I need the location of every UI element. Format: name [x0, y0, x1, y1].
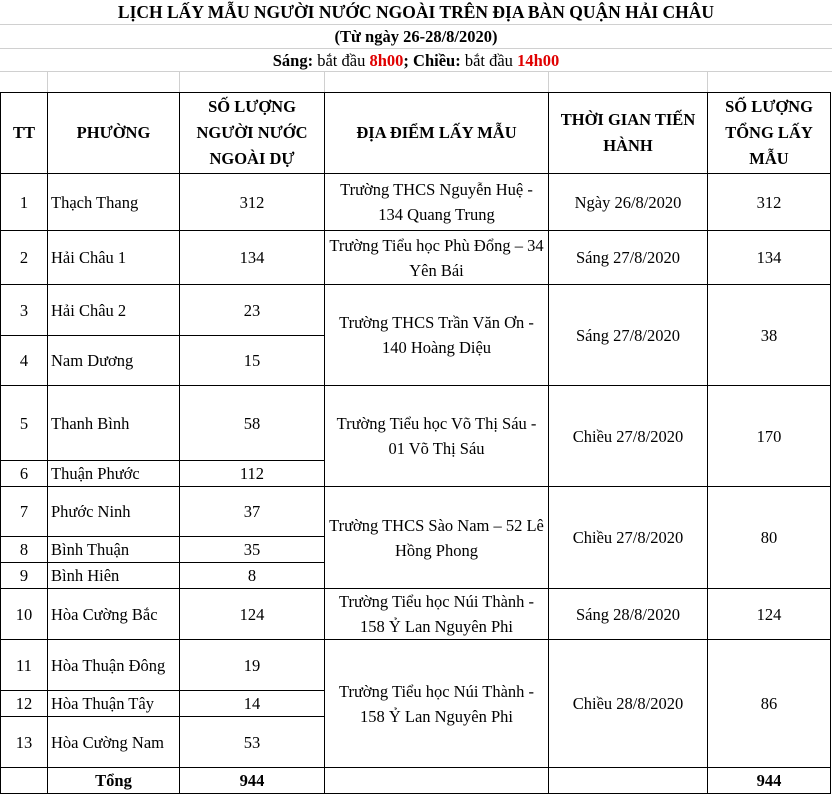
totals-time-blank — [549, 768, 708, 794]
row-number: 6 — [1, 461, 48, 487]
ward-name: Bình Hiên — [48, 563, 180, 589]
expected-count: 58 — [180, 386, 325, 461]
sampling-time: Sáng 27/8/2020 — [549, 231, 708, 285]
expected-count: 134 — [180, 231, 325, 285]
expected-count: 35 — [180, 537, 325, 563]
totals-blank — [1, 768, 48, 794]
gridline — [0, 48, 832, 49]
col-header-tt: TT — [1, 93, 48, 174]
ward-name: Hòa Cường Nam — [48, 717, 180, 768]
row-number: 2 — [1, 231, 48, 285]
sampling-location: Trường Tiểu học Núi Thành - 158 Ỷ Lan Nguyên Phi — [325, 640, 549, 768]
sample-total: 80 — [708, 487, 831, 589]
ward-name: Hòa Cường Bắc — [48, 589, 180, 640]
table-row — [1, 285, 831, 336]
sample-total: 312 — [708, 174, 831, 231]
sampling-location: Trường THCS Nguyễn Huệ - 134 Quang Trung — [325, 174, 549, 231]
col-header-time: THỜI GIAN TIẾN HÀNH — [549, 93, 708, 174]
row-number: 5 — [1, 386, 48, 461]
table-row — [1, 386, 831, 461]
row-number: 10 — [1, 589, 48, 640]
sampling-location: Trường THCS Trần Văn Ơn - 140 Hoàng Diệu — [325, 285, 549, 386]
afternoon-text: bắt đầu — [460, 51, 518, 70]
row-number: 9 — [1, 563, 48, 589]
table-row — [1, 487, 831, 537]
sampling-time: Chiều 27/8/2020 — [549, 487, 708, 589]
row-number: 4 — [1, 336, 48, 386]
expected-count: 23 — [180, 285, 325, 336]
sample-total: 124 — [708, 589, 831, 640]
expected-count: 37 — [180, 487, 325, 537]
ward-name: Bình Thuận — [48, 537, 180, 563]
date-range: (Từ ngày 26-28/8/2020) — [334, 27, 498, 46]
ward-name: Hòa Thuận Đông — [48, 640, 180, 691]
expected-count: 112 — [180, 461, 325, 487]
table-row — [1, 174, 831, 231]
table-header-row — [1, 93, 831, 174]
totals-samples: 944 — [708, 768, 831, 794]
totals-location-blank — [325, 768, 549, 794]
sampling-time: Sáng 27/8/2020 — [549, 285, 708, 386]
sample-total: 38 — [708, 285, 831, 386]
sampling-time: Sáng 28/8/2020 — [549, 589, 708, 640]
row-number: 8 — [1, 537, 48, 563]
sampling-time: Chiều 27/8/2020 — [549, 386, 708, 487]
expected-count: 15 — [180, 336, 325, 386]
row-number: 13 — [1, 717, 48, 768]
expected-count: 8 — [180, 563, 325, 589]
expected-count: 19 — [180, 640, 325, 691]
time-separator: ; — [403, 51, 414, 70]
col-header-ward: PHƯỜNG — [48, 93, 180, 174]
ward-name: Hải Châu 2 — [48, 285, 180, 336]
col-header-total: SỐ LƯỢNG TỔNG LẤY MẪU — [708, 93, 831, 174]
col-header-expected: SỐ LƯỢNG NGƯỜI NƯỚC NGOÀI DỰ — [180, 93, 325, 174]
table-row — [1, 231, 831, 285]
expected-count: 14 — [180, 691, 325, 717]
sampling-time: Ngày 26/8/2020 — [549, 174, 708, 231]
ward-name: Nam Dương — [48, 336, 180, 386]
col-header-location: ĐỊA ĐIỂM LẤY MẪU — [325, 93, 549, 174]
row-number: 3 — [1, 285, 48, 336]
afternoon-time: 14h00 — [517, 51, 560, 70]
morning-time: 8h00 — [369, 51, 404, 70]
sampling-schedule-table — [0, 92, 831, 794]
gridline — [179, 71, 180, 92]
ward-name: Hải Châu 1 — [48, 231, 180, 285]
ward-name: Thanh Bình — [48, 386, 180, 461]
table-row — [1, 640, 831, 691]
document-title: LỊCH LẤY MẪU NGƯỜI NƯỚC NGOÀI TRÊN ĐỊA BÀN QUẬN HẢI CHÂU — [117, 2, 715, 22]
expected-count: 53 — [180, 717, 325, 768]
ward-name: Hòa Thuận Tây — [48, 691, 180, 717]
ward-name: Phước Ninh — [48, 487, 180, 537]
row-number: 1 — [1, 174, 48, 231]
gridline — [707, 71, 708, 92]
expected-count: 312 — [180, 174, 325, 231]
sampling-location: Trường THCS Sào Nam – 52 Lê Hồng Phong — [325, 487, 549, 589]
row-number: 12 — [1, 691, 48, 717]
expected-count: 124 — [180, 589, 325, 640]
sample-total: 134 — [708, 231, 831, 285]
gridline — [548, 71, 549, 92]
ward-name: Thuận Phước — [48, 461, 180, 487]
totals-label: Tổng — [48, 768, 180, 794]
row-number: 7 — [1, 487, 48, 537]
morning-label: Sáng: — [272, 51, 314, 70]
table-row — [1, 589, 831, 640]
sample-total: 86 — [708, 640, 831, 768]
sample-total: 170 — [708, 386, 831, 487]
totals-expected: 944 — [180, 768, 325, 794]
sampling-location: Trường Tiểu học Núi Thành - 158 Ỷ Lan Nguyên Phi — [325, 589, 549, 640]
gridline — [324, 71, 325, 92]
morning-text: bắt đầu — [313, 51, 370, 70]
ward-name: Thạch Thang — [48, 174, 180, 231]
sampling-time: Chiều 28/8/2020 — [549, 640, 708, 768]
sampling-location: Trường Tiểu học Phù Đổng – 34 Yên Bái — [325, 231, 549, 285]
row-number: 11 — [1, 640, 48, 691]
gridline — [47, 71, 48, 92]
sampling-location: Trường Tiểu học Võ Thị Sáu - 01 Võ Thị Sáu — [325, 386, 549, 487]
start-times — [0, 51, 832, 71]
afternoon-label: Chiều: — [413, 51, 461, 70]
gridline — [0, 24, 832, 25]
totals-row — [1, 768, 831, 794]
